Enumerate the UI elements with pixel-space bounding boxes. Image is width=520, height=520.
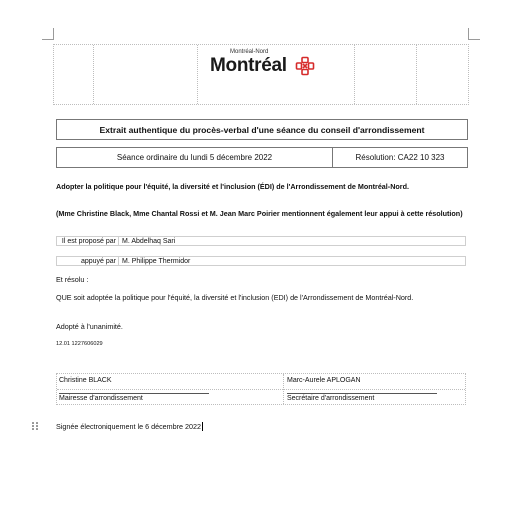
reference-number: 12.01 1227606029 xyxy=(56,341,103,347)
seconded-value: M. Philippe Thermidor xyxy=(122,258,191,265)
document-title: Extrait authentique du procès-verbal d'une séance du conseil d'arrondissement xyxy=(56,119,468,140)
logo-subtitle: Montréal-Nord xyxy=(230,49,269,55)
right-signatory-role: Secrétaire d'arrondissement xyxy=(287,395,375,402)
signed-text: Signée électroniquement le 6 décembre 2022 xyxy=(56,422,202,431)
drag-handle-icon[interactable] xyxy=(32,422,38,430)
table-gridline xyxy=(57,389,465,390)
page-corner-top-left xyxy=(42,28,54,40)
resolved-label: Et résolu : xyxy=(56,275,89,284)
seconded-label: appuyé par xyxy=(57,257,119,265)
page-corner-top-right xyxy=(468,28,480,40)
right-signatory-name: Marc-Aurele APLOGAN xyxy=(287,377,361,384)
table-gridline xyxy=(93,45,94,104)
table-gridline xyxy=(416,45,417,104)
montreal-logo xyxy=(210,49,320,85)
left-signatory-role: Mairesse d'arrondissement xyxy=(59,395,143,402)
resolution-number: Résolution: CA22 10 323 xyxy=(355,153,445,162)
proposed-row xyxy=(56,236,466,246)
seance-date: Séance ordinaire du lundi 5 décembre 2022 xyxy=(57,148,333,167)
mention-text: (Mme Christine Black, Mme Chantal Rossi et M. Jean Marc Poirier mentionnent également leur appui à cette résolution) xyxy=(56,209,463,218)
table-gridline xyxy=(197,45,198,104)
signed-paragraph[interactable] xyxy=(56,422,356,431)
seconded-row xyxy=(56,256,466,266)
proposed-value: M. Abdelhaq Sari xyxy=(122,238,176,245)
signature-line xyxy=(287,393,437,394)
signature-table xyxy=(56,373,466,405)
signature-line xyxy=(59,393,209,394)
subject-text: Adopter la politique pour l'équité, la diversité et l'inclusion (ÉDI) de l'Arrondissement de Montréal-Nord. xyxy=(56,182,409,191)
seance-table xyxy=(56,147,468,168)
text-cursor xyxy=(202,422,203,431)
table-gridline xyxy=(354,45,355,104)
adopted-text: Adopté à l'unanimité. xyxy=(56,322,123,331)
logo-title: Montréal xyxy=(210,55,287,76)
montreal-flower-logo-icon xyxy=(295,56,315,76)
proposed-label: Il est proposé par xyxy=(57,237,119,245)
resolution-text: QUE soit adoptée la politique pour l'équité, la diversité et l'inclusion (EDI) de l'Arrondissement de Montréal-Nord. xyxy=(56,293,414,302)
left-signatory-name: Christine BLACK xyxy=(59,377,112,384)
